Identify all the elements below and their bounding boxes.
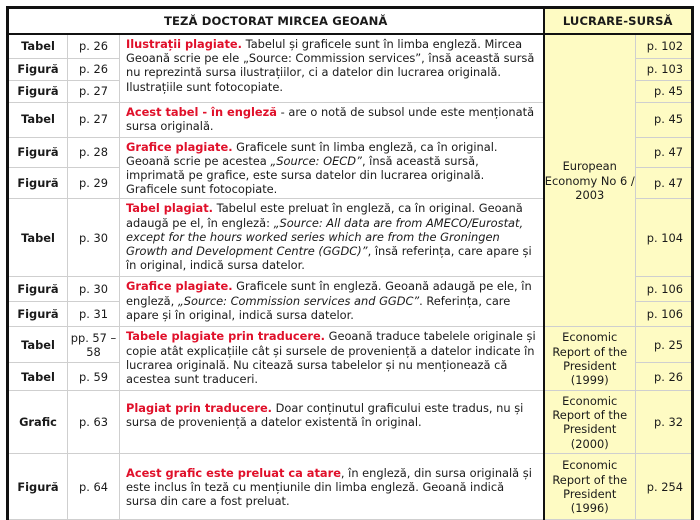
source-page: p. 254 [636, 454, 693, 520]
item-type: Figură [8, 454, 68, 520]
thesis-page: p. 28 [68, 137, 120, 168]
description [120, 199, 544, 277]
source-page: p. 32 [636, 391, 693, 454]
source-page: p. 106 [636, 302, 693, 327]
description-title: Grafice plagiate. [126, 279, 233, 294]
description [120, 137, 544, 199]
description [120, 277, 544, 327]
description-quote: „Source: All data are from AMECO/Eurostat, except for the hours worked series which are from the Groningen Growth and Development Centre (GGDC)” [126, 215, 524, 258]
description-text: Tabelul este preluat în engleză, ca în original. Geoană adaugă pe el, în engleză: [126, 201, 523, 230]
source-work: European Economy No 6 / 2003 [544, 34, 636, 327]
description-title: Plagiat prin traducere. [126, 401, 273, 415]
source-page: p. 106 [636, 277, 693, 302]
description-title: Ilustrații plagiate. [126, 37, 242, 51]
source-page: p. 47 [636, 168, 693, 199]
description-text: , însă această sursă, imprimată pe grafice, este sursa datelor din lucrarea originală. Graficele sunt fotocopiate. [126, 153, 485, 197]
description [120, 327, 544, 391]
item-type: Figură [8, 168, 68, 199]
description-title: Acest grafic este preluat ca atare [126, 465, 341, 480]
description-text: , în engleză, din sursa originală și este inclus în teză cu mențiunile din limba engleză. Geoană indică sursa din care a fost preluat. [126, 465, 532, 508]
item-type: Tabel [8, 34, 68, 58]
description-text: Graficele sunt în engleză. Geoană adaugă pe ele, în engleză, [126, 279, 532, 308]
thesis-page: p. 29 [68, 168, 120, 199]
description-title: Tabel plagiat. [126, 201, 213, 216]
source-page: p. 102 [636, 34, 693, 58]
source-page: p. 45 [636, 102, 693, 137]
thesis-page: p. 26 [68, 34, 120, 58]
description-text: Geoană traduce tabelele originale și copie atât explicațiile cât și sursele de proveniență a datelor indicate în lucrarea originală. Nu citează sursa tabelelor și nu menționează că acestea sunt traduceri. [126, 329, 536, 386]
description-text: Doar conținutul graficului este tradus, nu și sursa de proveniență a datelor existentă în original. [126, 401, 524, 430]
source-page: p. 103 [636, 58, 693, 80]
description-text: Tabelul și graficele sunt în limba engleză. Mircea Geoană scrie pe ele „Source: Commission services”, însă această sursă nu reprezintă sursa ilustrațiilor, ci a datelor din lucrarea originală. Ilustrațiile sunt fotocopiate. [126, 37, 535, 94]
table-row [8, 34, 693, 58]
item-type: Tabel [8, 102, 68, 137]
item-type: Figură [8, 137, 68, 168]
description-title: Acest tabel - în engleză [126, 104, 277, 119]
item-type: Figură [8, 302, 68, 327]
source-header: LUCRARE-SURSĂ [544, 8, 693, 35]
source-page: p. 25 [636, 327, 693, 363]
description-text: Graficele sunt în limba engleză, ca în original. Geoană scrie pe acestea [126, 139, 498, 168]
source-work: Economic Report of the President (1996) [544, 454, 636, 520]
description-title: Tabele plagiate prin traducere. [126, 329, 325, 344]
source-page: p. 47 [636, 137, 693, 168]
thesis-page: p. 30 [68, 277, 120, 302]
description [120, 102, 544, 137]
source-work: Economic Report of the President (1999) [544, 327, 636, 391]
item-type: Grafic [8, 391, 68, 454]
thesis-header: TEZĂ DOCTORAT MIRCEA GEOANĂ [8, 8, 544, 35]
item-type: Tabel [8, 363, 68, 391]
source-work: Economic Report of the President (2000) [544, 391, 636, 454]
table-header-row [8, 8, 693, 35]
item-type: Figură [8, 58, 68, 80]
item-type: Figură [8, 277, 68, 302]
source-page: p. 45 [636, 80, 693, 102]
thesis-page: p. 31 [68, 302, 120, 327]
thesis-page: p. 59 [68, 363, 120, 391]
description [120, 34, 544, 102]
thesis-page: p. 27 [68, 102, 120, 137]
table-row [8, 454, 693, 520]
table-row [8, 391, 693, 454]
thesis-page: p. 30 [68, 199, 120, 277]
item-type: Tabel [8, 199, 68, 277]
description-text: . Referința, care apare și în original, indică sursa datelor. [126, 293, 511, 322]
source-page: p. 26 [636, 363, 693, 391]
thesis-page: p. 63 [68, 391, 120, 454]
source-page: p. 104 [636, 199, 693, 277]
thesis-page: p. 26 [68, 58, 120, 80]
thesis-page: pp. 57 – 58 [68, 327, 120, 363]
description-quote: „Source: Commission services and GGDC” [177, 293, 420, 308]
description [120, 454, 544, 520]
table-row [8, 327, 693, 363]
thesis-page: p. 27 [68, 80, 120, 102]
description [120, 391, 544, 454]
description-text: , însă referința, care apare și în original, indică sursa datelor. [126, 243, 532, 273]
description-text: - are o notă de subsol unde este menționată sursa originală. [126, 104, 535, 133]
plagiarism-comparison-table [6, 6, 694, 520]
thesis-page: p. 64 [68, 454, 120, 520]
item-type: Tabel [8, 327, 68, 363]
description-title: Grafice plagiate. [126, 139, 233, 154]
item-type: Figură [8, 80, 68, 102]
description-quote: „Source: OECD” [270, 153, 362, 168]
